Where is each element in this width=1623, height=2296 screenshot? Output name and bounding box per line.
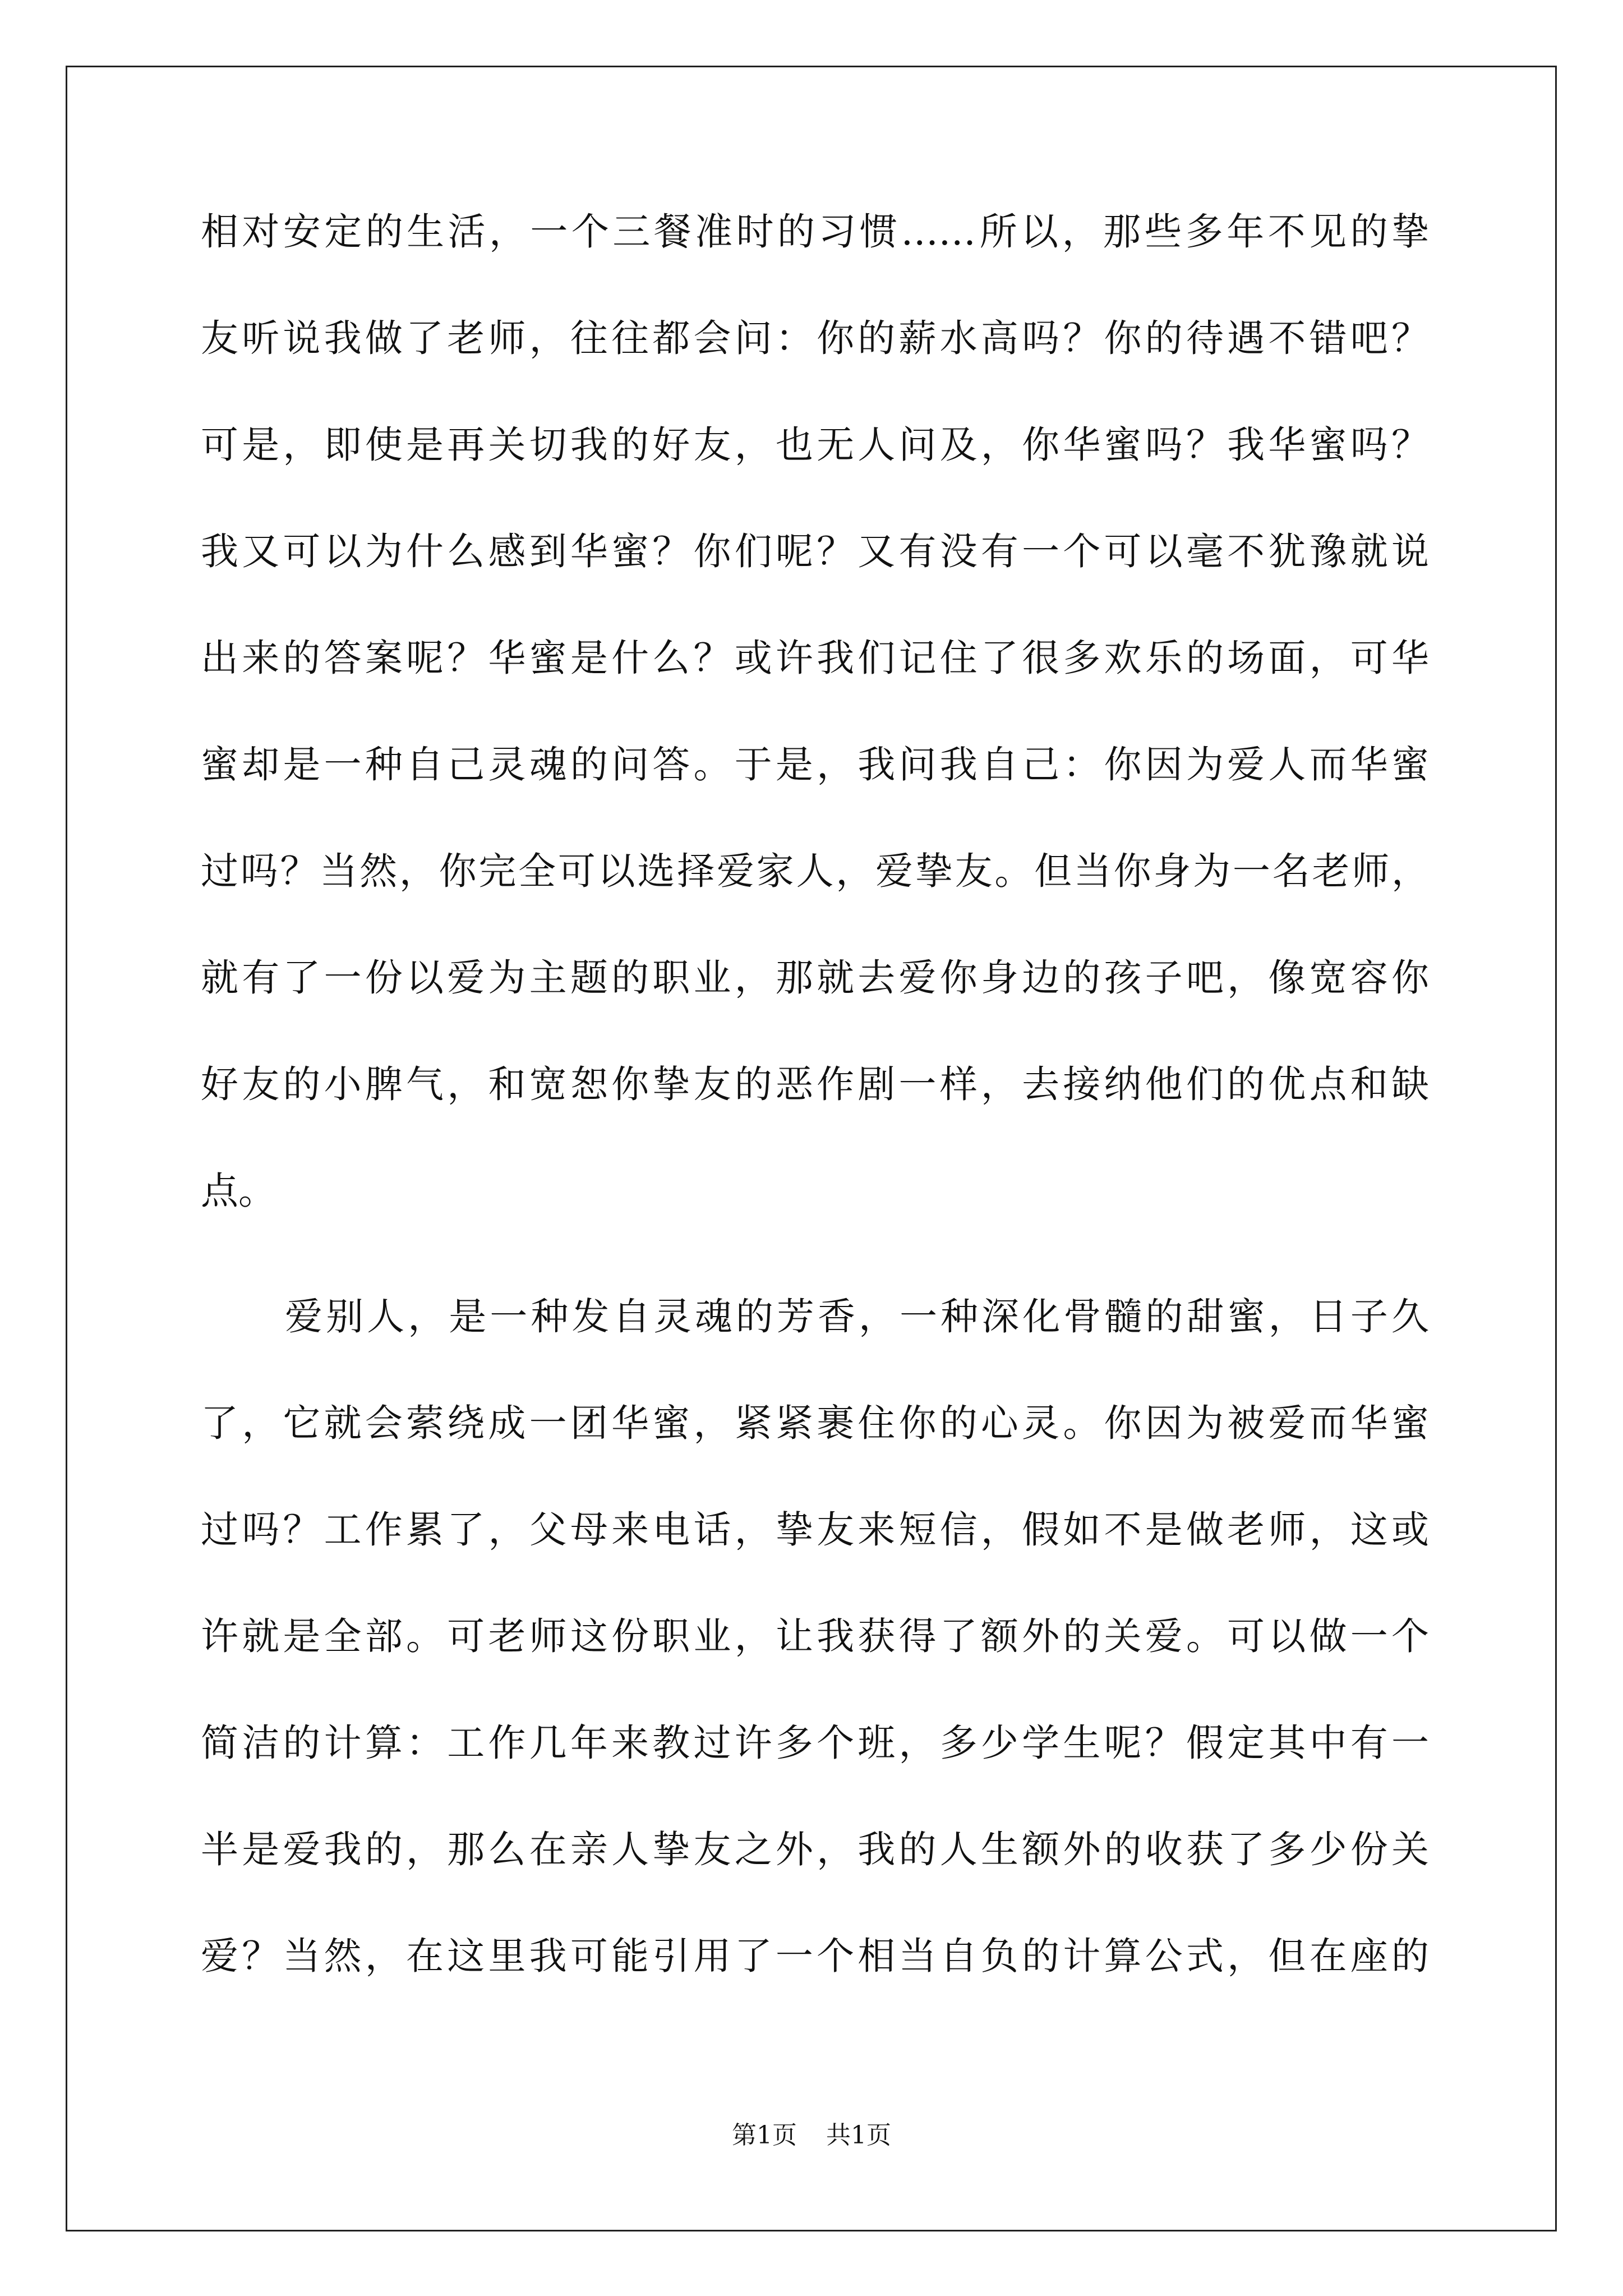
paragraph-first-line: 爱别人，是一种发自灵魂的芳香，一种深化骨髓的甜蜜，日子久: [285, 1295, 1429, 1338]
paragraph-end-line: 点。: [201, 1169, 276, 1213]
text-line: 我又可以为什么感到华蜜？你们呢？又有没有一个可以毫不犹豫就说: [201, 530, 1429, 573]
page-total: 共1页: [826, 2121, 891, 2150]
text-line: 半是爱我的，那么在亲人挚友之外，我的人生额外的收获了多少份关: [201, 1828, 1429, 1871]
page-footer: [0, 2123, 1623, 2148]
text-line: 爱？当然，在这里我可能引用了一个相当自负的计算公式，但在座的: [201, 1934, 1429, 1978]
text-line: 好友的小脾气，和宽恕你挚友的恶作剧一样，去接纳他们的优点和缺: [201, 1062, 1429, 1106]
text-line: 出来的答案呢？华蜜是什么？或许我们记住了很多欢乐的场面，可华: [201, 636, 1429, 680]
text-line: 友听说我做了老师，往往都会问：你的薪水高吗？你的待遇不错吧？: [201, 316, 1429, 360]
text-line: 相对安定的生活，一个三餐准时的习惯……所以，那些多年不见的挚: [201, 210, 1429, 254]
text-line: 了，它就会萦绕成一团华蜜，紧紧裹住你的心灵。你因为被爱而华蜜: [201, 1401, 1429, 1445]
text-line: 过吗？当然，你完全可以选择爱家人，爱挚友。但当你身为一名老师，: [201, 849, 1429, 893]
text-line: 过吗？工作累了，父母来电话，挚友来短信，假如不是做老师，这或: [201, 1508, 1429, 1552]
text-line: 简洁的计算：工作几年来教过许多个班，多少学生呢？假定其中有一: [201, 1721, 1429, 1765]
text-line: 蜜却是一种自己灵魂的问答。于是，我问我自己：你因为爱人而华蜜: [201, 743, 1429, 786]
page-number: 第1页: [732, 2121, 797, 2150]
document-body: [201, 210, 1429, 1978]
text-line: 就有了一份以爱为主题的职业，那就去爱你身边的孩子吧，像宽容你: [201, 956, 1429, 1000]
text-line: 许就是全部。可老师这份职业，让我获得了额外的关爱。可以做一个: [201, 1614, 1429, 1658]
text-line: 可是，即使是再关切我的好友，也无人问及，你华蜜吗？我华蜜吗？: [201, 423, 1429, 467]
